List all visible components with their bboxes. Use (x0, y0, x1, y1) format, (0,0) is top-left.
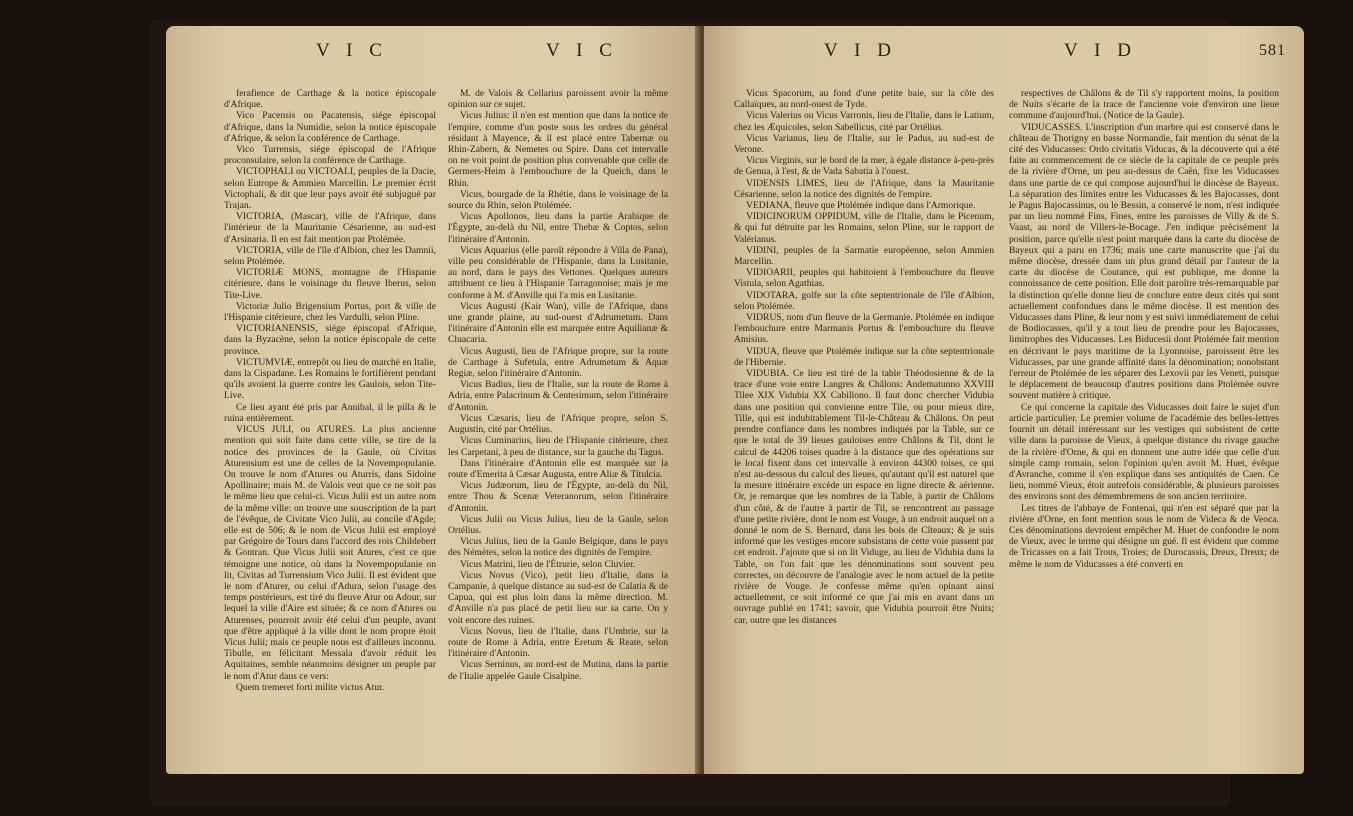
paragraph: VIDINI, peuples de la Sarmatie européenne, selon Ammien Marcellin. (734, 244, 994, 268)
left-page-column-2 (448, 88, 668, 774)
paragraph: Vico Pacensis ou Pacatensis, siége épiscopal d'Afrique, dans la Numidie, selon la notice épiscopale d'Afrique, & selon la conférence de Carthage. (224, 110, 436, 144)
paragraph: M. de Valois & Cellarius paroissent avoir la même opinion sur ce sujet. (448, 88, 668, 111)
paragraph: Vicus, bourgade de la Rhétie, dans le voisinage de la source du Rhin, selon Ptolémée. (448, 188, 668, 212)
paragraph: VIDUCASSES. L'inscription d'un marbre qui est conservé dans le château de Thorigny en basse Normandie, fait mention du sénat de la cité des Viducasses: Ordo civitatis Viducas, & la découverte qui a été faite au commencement de ce siècle de la capitale de ce peuple près de la rivière d'Orne, un peu au-dessus de Caën, fixe les Viducasses dans une partie de ce qui compose aujourd'hui le diocèse de Bayeux. La séparation des limites entre les Viducasses & les Bajocasses, dont le Pagus Bajocassinus, ou le Bessin, a conservé le nom, n'est indiquée par un lieu nommé Fins, Fines, entre les paroisses de Villy & de S. Vaast, au nord de Villers-le-Bocage. J'en indique précisément la position, parce qu'elle n'est point marquée dans la carte du diocèse de Bayeux qui a paru en 1736; mais une carte manuscrite que j'ai du même diocèse, dressée dans un plus grand détail par l'auteur de la carte du diocèse de Coutance, qui est publique, me donne la connoissance de cette position. Elle doit paroître très-remarquable par la distinction qu'elle donne lieu de conclure entre deux cités qui sont actuellement confondues dans le même diocèse. Il est mention des Viducasses dans Pline, & leur nom y est suivi immédiatement de celui de Bodiocasses, qu'il y a tout lieu de prendre pour les Bajocasses, limitrophes des Viducasses. Les Biducesii dont Ptolémée fait mention en décrivant le pays maritime de la Lyonnoise, paroissent être les Viducasses, par une grande affinité dans la dénomination; nonobstant l'erreur de Ptolémée de les séparer des Lexovii par les Veneti, puisque le déplacement de beaucoup d'autres positions dans Ptolémée ouvre souvent matière à critique. (1009, 121, 1279, 402)
paragraph: Vicus Valerius ou Vicus Varronis, lieu de l'Italie, dans le Latium, chez les Æquicoles, selon Sabellicus, cité par Ortélius. (734, 110, 994, 133)
left-page-column-1 (224, 88, 436, 774)
right-page-column-1 (734, 88, 994, 774)
header-word-right: V I C (546, 40, 618, 61)
left-page-header (166, 40, 700, 70)
right-page-header (704, 40, 1304, 70)
paragraph: Vicus Spacorum, au fond d'une petite baie, sur la côte des Callaïques, au nord-ouest de Tyde. (734, 88, 994, 111)
paragraph: VIDUA, fleuve que Ptolémée indique sur la côte septentrionale de l'Hibernie. (734, 345, 994, 368)
paragraph: respectives de Châlons & de Til s'y rapportent moins, la position de Nuits s'écarte de la trace de l'ancienne voie d'environ une lieue commune d'aujourd'hui. (Notice de la Gaule). (1009, 88, 1279, 122)
paragraph: VIDICINORUM OPPIDUM, ville de l'Italie, dans le Picenum, & qui fut détruite par les Romains, selon Pline, sur le rapport de Valérianus. (734, 211, 994, 245)
paragraph: Vicus Augusti (Kair Wan), ville de l'Afrique, dans une grande plaine, au sud-ouest d'Adrumetum. Dans l'itinéraire d'Antonin elle est marquée entre Aquilianæ & Cluacaria. (448, 300, 668, 346)
paragraph: Vicus Novus (Vico), petit lieu d'Italie, dans la Campanie, à quelque distance au sud-est de Calatia & de Capua, qui est plus loin dans la même direction. M. d'Anville n'a pas placé de petit lieu sur sa carte. On y voit encore des ruines. (448, 569, 668, 626)
paragraph: Vicus Apollonos, lieu dans la partie Arabique de l'Égypte, au-delà du Nil, entre Thebæ & Coptos, selon l'itinéraire d'Antonin. (448, 211, 668, 245)
paragraph: ferafience de Carthage & la notice épiscopale d'Afrique. (224, 88, 436, 111)
paragraph: Vicus Aquarius (elle paroît répondre à Villa de Pana), ville peu considérable de l'Hispanie, dans la Lusitanie, au nord, dans le pays des Vettones. Quelques auteurs attribuent ce lieu à l'Hispanie Tarragonoise; mais je me conforme à M. d'Anville qui l'a mis en Lusitanie. (448, 244, 668, 301)
paragraph: VIDIOARII, peuples qui habitoient à l'embouchure du fleuve Vistula, selon Agathias. (734, 267, 994, 290)
paragraph: Ce lieu ayant été pris par Annibal, il le pilla & le ruina entièrement. (224, 401, 436, 424)
paragraph: Vicus Cuminarius, lieu de l'Hispanie citérieure, chez les Carpetani, à peu de distance, sur la gauche du Tagus. (448, 435, 668, 458)
paragraph: VEDIANA, fleuve que Ptolémée indique dans l'Armorique. (746, 200, 976, 212)
paragraph: Quem tremeret forti milite victus Atur. (236, 681, 385, 693)
paragraph: VICTORIANENSIS, siége épiscopal d'Afrique, dans la Byzacène, selon la notice épiscopale de cette province. (224, 323, 436, 357)
paragraph: Vicus Varianus, lieu de l'Italie, sur le Padus, au sud-est de Verone. (734, 132, 994, 156)
paragraph: VICUS JULI, ou ATURES. La plus ancienne mention qui soit faite dans cette ville, se tire de la notice des provinces de la Gaule, où Civitas Aturensium est une de celles de la Novempopulanie. On trouve le nom d'Atures ou Aturris, dans Sidoine Apollinaire; mais M. de Valois veut que ce ne soit pas le même lieu que celui-ci. Vicus Julii est un autre nom de la même ville: on trouve une souscription de la part de l'évêque, de Civitate Vico Julii, au concile d'Agde; elle est de 506; & le nom de Vicus Julii est employé par Grégoire de Tours dans l'accord des rois Childebert & Gontran. Que Vicus Julii soit Atures, c'est ce que témoigne une notice, où dans la Novempopulanie on lit, Civitas ad Turrensium Vico Julii. Il est évident que le nom d'Aturer, ou celui d'Adura, selon l'usage des temps postérieurs, est tiré du fleuve Atur ou Adour, sur lequel la ville d'Aire est située; & ce nom d'Atures ou Aturenses, pourroit avoir été celui d'un peuple, avant que d'être appliqué à la ville dont le nom propre étoit Vicus Julii; mais ce peuple nous est d'ailleurs inconnu. Tibulle, en félicitant Messala d'avoir réduit les Aquitaines, semble néanmoins désigner un peuple par le nom d'Atur dans ce vers: (224, 424, 436, 682)
paragraph: VICTUMVIÆ, entrepôt ou lieu de marché en Italie, dans la Cispadane. Les Romains le fortifièrent pendant qu'ils avoient la guerre contre les Gaulois, selon Tite-Live. (224, 356, 436, 402)
paragraph: VICTORIA, (Mascar), ville de l'Afrique, dans l'intérieur de la Mauritanie Césarienne, au sud-est d'Arsinaria. Il en est fait mention par Ptolémée. (224, 211, 436, 245)
left-page (166, 26, 700, 774)
paragraph: Vicus Cæsaris, lieu de l'Afrique propre, selon S. Augustin, cité par Ortélius. (448, 412, 668, 436)
header-word-right: V I D (1064, 40, 1137, 61)
paragraph: Victoriæ Julio Brigensium Portus, port & ville de l'Hispanie citérieure, chez les Vardulli, selon Pline. (224, 300, 436, 324)
paragraph: VIDUBIA. Ce lieu est tiré de la table Théodosienne & de la trace d'une voie entre Langres & Châlons: Andematunno XXVIII Tilee XIX Vidubia XX Cabillono. Il faut donc chercher Vidubia dans une position qui convienne entre Tile, ou pour mieux dire, Tille, qui est indubitablement Til-le-Château & Châlons. On peut prendre confiance dans les nombres indiqués par la Table, sur ce que le total de 39 lieues gauloises entre Châlons & Til, dont le calcul de 44206 toises quadre à la distance que des opérations sur le local fixent dans cet intervalle à environ 44300 toises, ce qui n'est au-dessous du calcul des lieues, qu'autant qu'il est naturel que la mesure itinéraire excède un espace en ligne directe & aérienne. Or, je remarque que les nombres de la Table, à partir de Châlons d'un côté, & de l'autre à partir de Til, se rencontrent au passage d'une petite rivière, dont le nom est Vouge, à un endroit auquel on a donné le nom de S. Bernard, dans les bois de Cîteaux; & je suis informé que les vestiges encore subsistans de cette voie passent par cet endroit. J'ajoute que si on lit Viduge, au lieu de Vidubia dans la Table, on l'on fait que les dénominations sont souvent peu correctes, on découvre de l'analogie avec le nom actuel de la petite rivière de Vouge. Je confesse même qu'en opinant ainsi actuellement, ce soit informé ce que j'ai mis en avant dans un ouvrage publié en 1741; savoir, que Vidubia pourroit être Nuits; car, outre que les distances (734, 368, 994, 626)
paragraph: Vicus Novus, lieu de l'Italie, dans l'Umbrie, sur la route de Rome à Adria, entre Eretum & Reate, selon l'itinéraire d'Antonin. (448, 625, 668, 660)
paragraph: VICTORIA, ville de l'île d'Albion, chez les Damnii, selon Ptolémée. (224, 244, 436, 268)
header-word-left: V I D (824, 40, 897, 61)
paragraph: Vicus Virginis, sur le bord de la mer, à égale distance à-peu-près de Genua, à l'est, & de Vada Sabatia à l'ouest. (734, 155, 994, 178)
paragraph: VIDENSIS LIMES, lieu de l'Afrique, dans la Mauritanie Césarienne, selon la notice des dignités de l'empire. (734, 177, 994, 200)
paragraph: Dans l'itinéraire d'Antonin elle est marquée sur la route d'Emerita à Cæsar Augusta, entre Aliæ & Titulcia. (448, 457, 668, 480)
paragraph: VIDRUS, nom d'un fleuve de la Germanie. Ptolémée en indique l'embouchure entre Marmanis Portus & l'embouchure du fleuve Amisius. (734, 312, 994, 346)
paragraph: Vicus Badius, lieu de l'Italie, sur la route de Rome à Adria, entre Palacrinum & Centesimum, selon l'itinéraire d'Antonin. (448, 379, 668, 413)
header-word-left: V I C (316, 40, 388, 61)
paragraph: VICTORIÆ MONS, montagne de l'Hispanie citérieure, dans le voisinage du fleuve Iberus, selon Tite-Live. (224, 267, 436, 301)
right-page-column-2 (1009, 88, 1279, 774)
right-page (704, 26, 1304, 774)
paragraph: Vicus Judæorum, lieu de l'Égypte, au-delà du Nil, entre Thou & Scenæ Veteranorum, selon l'itinéraire d'Antonin. (448, 480, 668, 514)
paragraph: Vicus Julius: il n'en est mention que dans la notice de l'empire, comme d'un poste sous les ordres du général résidant à Mayence, & il est placé entre Tabernæ ou Rhin-Zabern, & Nemetes ou Spire. Dans cet intervalle on ne voit point de position plus convenable que celle de Germers-Heim à l'embouchure de la Queich, dans le Rhin. (448, 110, 668, 189)
page-number: 581 (1259, 42, 1286, 59)
paragraph: Les titres de l'abbaye de Fontenai, qui n'en est séparé que par la rivière d'Orne, en font mention sous le nom de Videca & de Veoca. Ces dénominations devroient empêcher M. Huet de confondre le nom de Vieux, avec le terme qui désigne un gué. Il est évident que comme de Tricasses on a fait Trous, Troies; de Durocassis, Dreux, Dreux; de même le nom de Viducasses a été converti en (1009, 502, 1279, 570)
paragraph: Vico Turrensis, siége épiscopal de l'Afrique proconsulaire, selon la conférence de Carthage. (224, 144, 436, 167)
paragraph: Vicus Julius, lieu de la Gaule Belgique, dans le pays des Némètes, selon la notice des dignités de l'empire. (448, 536, 668, 559)
paragraph: Vicus Julii ou Vicus Julius, lieu de la Gaule, selon Ortélius. (448, 513, 668, 536)
paragraph: VICTOPHALI ou VICTOALI, peuples de la Dacie, selon Eutrope & Ammien Marcellin. Le premier écrit Victophali, & dit que leur pays avoit été subjugué par Trajan. (224, 166, 436, 212)
paragraph: Vicus Augusti, lieu de l'Afrique propre, sur la route de Carthage à Sufetula, entre Adrumetum & Aquæ Regiæ, selon l'itinéraire d'Antonin. (448, 345, 668, 380)
paragraph: Vicus Serninus, au nord-est de Mutina, dans la partie de l'Italie appelée Gaule Cisalpine. (448, 659, 668, 682)
paragraph: VIDOTARA, golfe sur la côte septentrionale de l'île d'Albion, selon Ptolémée. (734, 289, 994, 312)
paragraph: Ce qui concerne la capitale des Viducasses doit faire le sujet d'un article particulier. Le premier volume de l'académie des belles-lettres fournit un détail intéressant sur les vestiges qui subsistent de cette ville dans la paroisse de Vieux, à quelque distance du rivage gauche de la rivière d'Orne, & qui en donnent une autre idée que celle d'un simple camp romain, selon l'opinion qu'en avoit M. Huet, évêque d'Avranche, comme il s'en explique dans ses antiquités de Caen. Ce lieu, nommé Vieux, étoit autrefois considérable, & plusieurs paroisses des environs sont des démembremens de son ancien territoire. (1009, 401, 1279, 503)
paragraph: Vicus Matrini, lieu de l'Étrurie, selon Cluvier. (460, 558, 636, 570)
